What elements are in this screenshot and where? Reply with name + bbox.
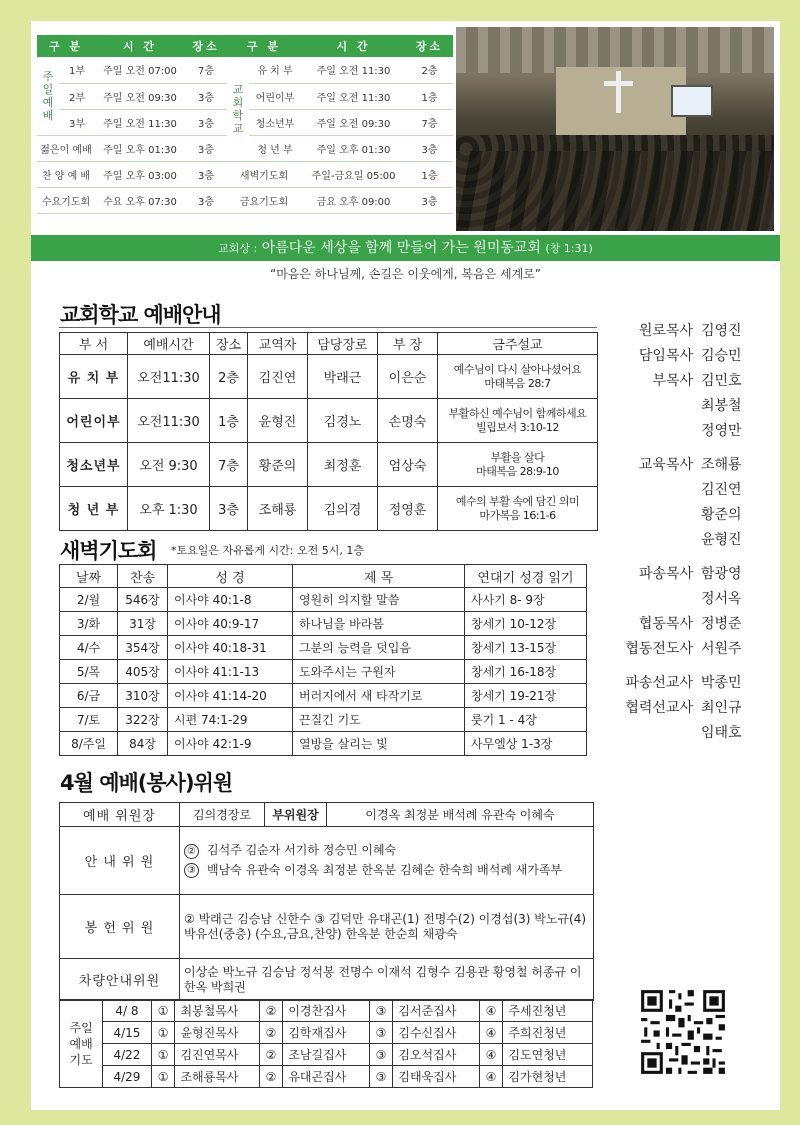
sermon-cell: 부활을 살다 마태복음 28:9-10 xyxy=(438,443,598,487)
staff-row: 파송목사 함광영 xyxy=(638,566,742,582)
bulletin-content xyxy=(31,289,780,1110)
committee-table xyxy=(59,802,594,1001)
qr-code-graphic xyxy=(638,987,728,1077)
sermon-cell: 예수님이 다시 살아나셨어요 마태복음 28:7 xyxy=(438,355,598,399)
table-row: 예배 위원장 김의경장로 부위원장 이경옥 최정분 배석례 유관숙 이혜숙 xyxy=(60,803,594,827)
usher-list: ② 김석주 김순자 서기하 정승민 이혜숙 ③ 백남숙 유관숙 이경옥 최정분 한옥분 김혜순 한숙희 배석례 새가족부 xyxy=(180,827,594,895)
table-row: 유 치 부 오전11:30 2층 김진연 박래근 이은순 예수님이 다시 살아나셨어요 마태복음 28:7 xyxy=(60,355,598,399)
table-row: 청 년 부 오후 1:30 3층 조해룡 김의경 정영훈 예수의 부활 속에 담긴 의미 마가복음 16:1-6 xyxy=(60,487,598,531)
staff-row: 협력선교사 최인규 xyxy=(625,700,742,716)
staff-row: 원로목사 김영진 xyxy=(638,323,742,339)
table-row: 7/토 322장 시편 74:1-29 끈질긴 기도 룻기 1 - 4장 xyxy=(60,708,587,732)
photo-cross xyxy=(616,71,621,113)
table-row: 6/금 310장 이사야 41:14-20 버러지에서 새 타작기로 창세기 19-21장 xyxy=(60,684,587,708)
table-row: 찬 양 예 배 주일 오후 03:00 3층 새벽기도회 주일-금요일 05:00 1층 xyxy=(37,161,453,187)
photo-chancel xyxy=(556,67,686,137)
table-row: 4/15 ① 윤형진목사 ② 김학재집사 ③ 김수신집사 ④ 주희진청년 xyxy=(60,1022,593,1044)
staff-row: 교육목사 조해룡 xyxy=(638,457,742,473)
table-row: 4/22 ① 김진연목사 ② 조남길집사 ③ 김오석집사 ④ 김도연청년 xyxy=(60,1044,593,1066)
photo-screen xyxy=(671,85,713,117)
sermon-cell: 예수의 부활 속에 담긴 의미 마가복음 16:1-6 xyxy=(438,487,598,531)
church-school-title: 교회학교 예배안내 xyxy=(60,303,221,327)
table-row: 봉 헌 위 원 ② 박래근 김승남 신한수 ③ 김덕만 유대곤(1) 전명수(2) 이경섭(3) 박노규(4) 박유선(중층) (수요,금요,찬양) 한옥분 한순희 채광숙 xyxy=(60,895,594,959)
table-row: 8/주일 84장 이사야 42:1-9 열방을 살리는 빛 사무엘상 1-3장 xyxy=(60,732,587,756)
church-motto-subtitle: “마음은 하나님께, 손길은 이웃에게, 복음은 세계로” xyxy=(270,267,541,281)
table-row: 수요기도회 수요 오후 07:30 3층 금요기도회 금요 오후 09:00 3층 xyxy=(37,187,453,213)
staff-row: 협동전도사 서원주 xyxy=(625,641,742,657)
sanctuary-photo xyxy=(456,27,774,231)
table-row: 4/수 354장 이사야 40:18-31 그분의 능력을 덧입음 창세기 13-15장 xyxy=(60,636,587,660)
prayer-table xyxy=(59,999,593,1088)
photo-cross-bar xyxy=(604,81,633,86)
table-row: 5/목 405장 이사야 41:1-13 도와주시는 구원자 창세기 16-18장 xyxy=(60,660,587,684)
table-row: 젊은이 예배 주일 오후 01:30 3층 청 년 부 주일 오후 01:30 3층 xyxy=(37,135,453,161)
table-row: 안 내 위 원 ② 김석주 김순자 서기하 정승민 이혜숙 ③ 백남숙 유관숙 이경옥 최정분 한옥분 김혜순 한숙희 배석례 새가족부 xyxy=(60,827,594,895)
table-row: 주일 예배 기도 4/ 8 ① 최봉철목사 ② 이경찬집사 ③ 김서준집사 ④ 주세진청년 xyxy=(60,1000,593,1022)
staff-row: 협동목사 정병준 xyxy=(638,616,742,632)
prayer-label: 주일 예배 기도 xyxy=(60,1000,103,1088)
staff-list: 원로목사 김영진 담임목사 김승민 부목사 김민호 최봉철 정영만 교육목사 조해룡 김진연 황준의 윤형진 파송목사 함광영 정서옥 협동목사 정병준 협동전도사 서원주 파송선교사 박종민 협력선교사 최인규 임태호 xyxy=(619,319,774,746)
table-header: 부 서 예배시간 장소 교역자 담당장로 부 장 금주설교 xyxy=(60,333,598,355)
staff-row: 파송선교사 박종민 xyxy=(625,675,742,691)
dawn-prayer-table xyxy=(59,564,587,756)
divider xyxy=(59,327,597,328)
staff-row: 부목사 김민호 xyxy=(652,373,742,389)
church-school-table xyxy=(59,332,598,531)
table-row: 2/월 546장 이사야 40:1-8 영원히 의지할 말씀 사사기 8- 9장 xyxy=(60,588,587,612)
table-row: 주 일 예 배 1부 주일 오전 07:00 7층 교 회 학 교 유 치 부 주일 오전 11:30 2층 xyxy=(37,57,453,83)
church-motto: 교회상 : 아름다운 세상을 함께 만들어 가는 원미동교회 (창 1:31) xyxy=(31,235,780,261)
worship-times-panel xyxy=(31,21,780,289)
sunday-worship-label: 주 일 예 배 xyxy=(37,57,59,135)
sermon-cell: 부활하신 예수님이 함께하세요 빌립보서 3:10-12 xyxy=(438,399,598,443)
dawn-prayer-title: 새벽기도회 xyxy=(60,539,157,563)
committee-title: 4월 예배(봉사)위원 xyxy=(60,771,233,795)
table-row: 3부 주일 오전 11:30 3층 청소년부 주일 오전 09:30 7층 xyxy=(37,109,453,135)
photo-pews xyxy=(456,151,774,231)
dawn-prayer-note: *토요일은 자유롭게 시간: 오전 5시, 1층 xyxy=(171,544,364,557)
staff-row: 담임목사 김승민 xyxy=(638,348,742,364)
church-school-label: 교 회 학 교 xyxy=(227,57,249,161)
table-row: 차량안내위원 이상순 박노규 김승남 정석봉 전명수 이재석 김형수 김용관 황영철 허종규 이한옥 박희권 xyxy=(60,959,594,1001)
table-row: 청소년부 오전 9:30 7층 황준의 최정훈 엄상숙 부활을 살다 마태복음 28:9-10 xyxy=(60,443,598,487)
worship-times-table xyxy=(37,35,453,214)
table-header: 날짜 찬송 성 경 제 목 연대기 성경 읽기 xyxy=(60,565,587,588)
table-row: 3/화 31장 이사야 40:9-17 하나님을 바라봄 창세기 10-12장 xyxy=(60,612,587,636)
worship-times-header: 구 분 시 간 장소 구 분 시 간 장소 xyxy=(37,35,453,57)
qr-code-icon[interactable] xyxy=(638,987,728,1077)
table-row: 어린이부 오전11:30 1층 윤형진 김경노 손명숙 부활하신 예수님이 함께하세요 빌립보서 3:10-12 xyxy=(60,399,598,443)
table-row: 4/29 ① 조해룡목사 ② 유대곤집사 ③ 김태욱집사 ④ 김가현청년 xyxy=(60,1066,593,1088)
table-row: 2부 주일 오전 09:30 3층 어린이부 주일 오전 11:30 1층 xyxy=(37,83,453,109)
